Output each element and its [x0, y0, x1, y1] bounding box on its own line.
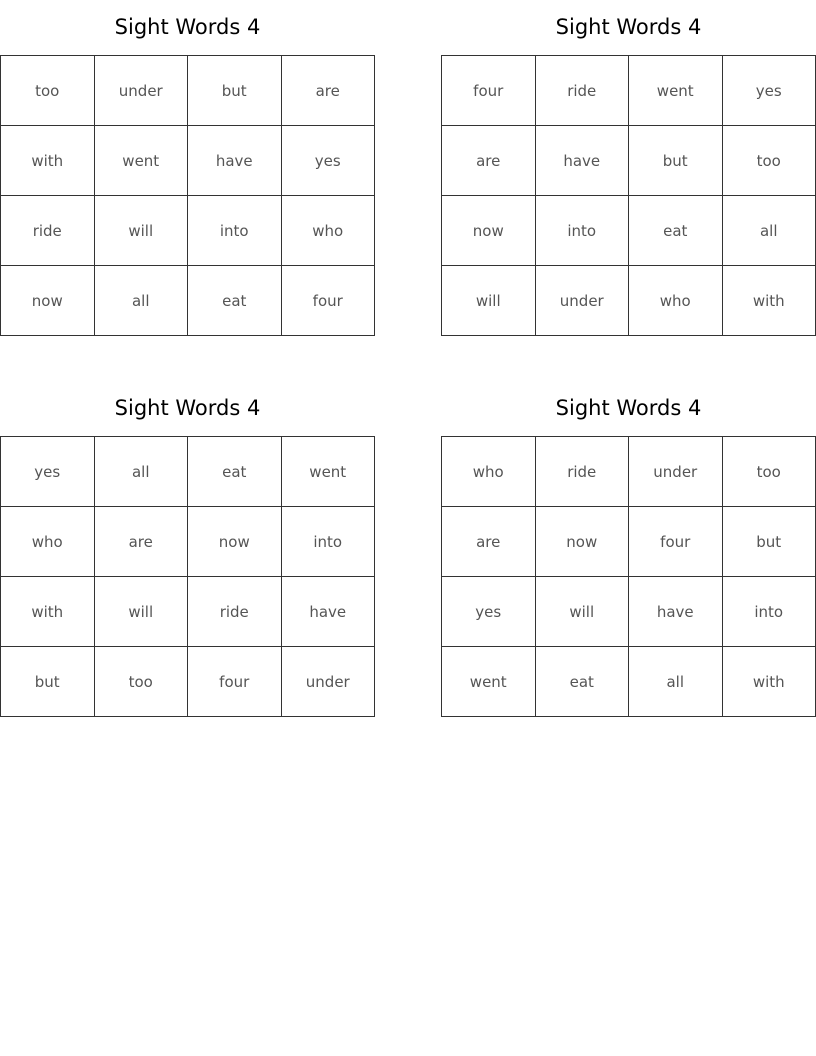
word-cell: went	[95, 126, 189, 196]
word-cell: went	[282, 437, 376, 507]
word-cell: four	[282, 266, 376, 336]
word-cell: too	[95, 647, 189, 717]
word-cell: eat	[629, 196, 723, 266]
word-cell: under	[536, 266, 630, 336]
word-cell: will	[442, 266, 536, 336]
word-cell: will	[536, 577, 630, 647]
word-cell: are	[442, 126, 536, 196]
word-cell: under	[629, 437, 723, 507]
word-cell: have	[536, 126, 630, 196]
word-cell: but	[723, 507, 816, 577]
word-cell: ride	[188, 577, 282, 647]
word-cell: will	[95, 577, 189, 647]
word-cell: are	[442, 507, 536, 577]
word-cell: who	[282, 196, 376, 266]
word-grid	[0, 436, 375, 717]
word-cell: with	[723, 647, 816, 717]
word-cell: ride	[536, 437, 630, 507]
word-cell: into	[282, 507, 376, 577]
card-title: Sight Words 4	[114, 15, 261, 39]
word-cell: are	[282, 56, 376, 126]
word-cell: too	[723, 437, 816, 507]
word-cell: too	[1, 56, 95, 126]
word-cell: now	[536, 507, 630, 577]
word-cell: four	[188, 647, 282, 717]
word-cell: all	[95, 266, 189, 336]
word-cell: with	[1, 126, 95, 196]
word-cell: eat	[188, 437, 282, 507]
word-cell: with	[1, 577, 95, 647]
word-grid	[0, 55, 375, 336]
word-cell: who	[1, 507, 95, 577]
word-cell: yes	[282, 126, 376, 196]
word-cell: have	[629, 577, 723, 647]
word-cell: eat	[536, 647, 630, 717]
word-grid	[441, 55, 816, 336]
word-cell: into	[536, 196, 630, 266]
bingo-card-3	[0, 381, 375, 717]
word-cell: went	[442, 647, 536, 717]
word-cell: will	[95, 196, 189, 266]
word-cell: now	[1, 266, 95, 336]
word-cell: all	[629, 647, 723, 717]
word-cell: all	[95, 437, 189, 507]
word-cell: have	[282, 577, 376, 647]
word-cell: have	[188, 126, 282, 196]
word-cell: ride	[1, 196, 95, 266]
word-cell: but	[188, 56, 282, 126]
word-cell: but	[629, 126, 723, 196]
word-cell: yes	[442, 577, 536, 647]
word-cell: went	[629, 56, 723, 126]
word-cell: too	[723, 126, 816, 196]
word-cell: are	[95, 507, 189, 577]
word-cell: now	[442, 196, 536, 266]
word-cell: into	[188, 196, 282, 266]
word-cell: who	[629, 266, 723, 336]
word-cell: four	[442, 56, 536, 126]
word-cell: eat	[188, 266, 282, 336]
word-cell: yes	[1, 437, 95, 507]
word-cell: but	[1, 647, 95, 717]
word-cell: under	[282, 647, 376, 717]
word-cell: all	[723, 196, 816, 266]
word-cell: under	[95, 56, 189, 126]
bingo-card-1	[0, 0, 375, 336]
card-title: Sight Words 4	[555, 15, 702, 39]
word-cell: yes	[723, 56, 816, 126]
word-cell: four	[629, 507, 723, 577]
bingo-card-4	[441, 381, 816, 717]
word-cell: now	[188, 507, 282, 577]
card-title: Sight Words 4	[555, 396, 702, 420]
word-cell: with	[723, 266, 816, 336]
bingo-card-2	[441, 0, 816, 336]
card-title: Sight Words 4	[114, 396, 261, 420]
word-cell: who	[442, 437, 536, 507]
word-cell: into	[723, 577, 816, 647]
word-grid	[441, 436, 816, 717]
word-cell: ride	[536, 56, 630, 126]
